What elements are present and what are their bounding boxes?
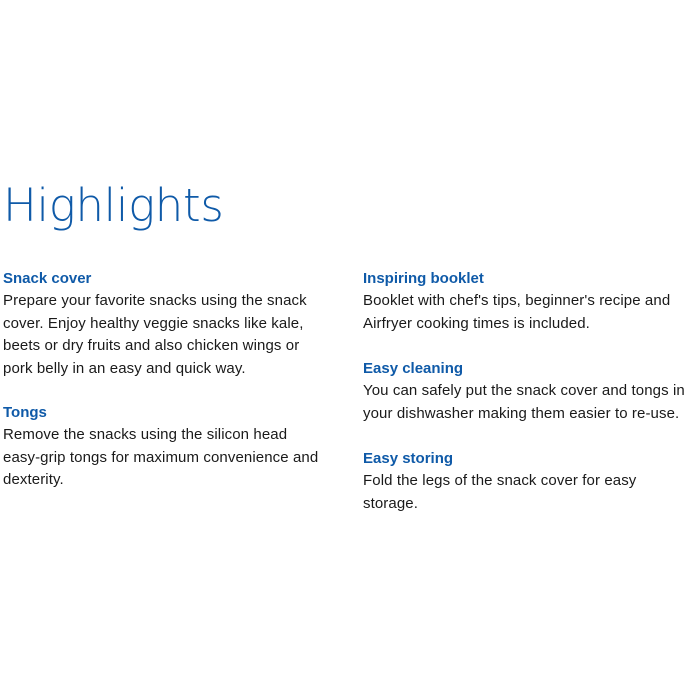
body-line: beets or dry fruits and also chicken wings or xyxy=(3,337,300,354)
section-heading: Easy cleaning xyxy=(363,360,464,377)
page-title: Highlights xyxy=(3,179,224,232)
body-line: Fold the legs of the snack cover for easy xyxy=(363,472,637,489)
section-body xyxy=(363,290,700,335)
section-easy-storing xyxy=(363,448,700,515)
body-line: storage. xyxy=(363,494,418,512)
section-body xyxy=(3,290,348,380)
section-inspiring-booklet xyxy=(363,268,700,335)
left-column xyxy=(3,268,348,492)
section-snack-cover xyxy=(3,268,348,380)
body-line: cover. Enjoy healthy veggie snacks like kale, xyxy=(3,314,304,332)
body-line: Remove the snacks using the silicon head xyxy=(3,426,288,443)
body-line: your dishwasher making them easier to re-use. xyxy=(363,404,680,422)
section-heading: Tongs xyxy=(3,404,47,421)
section-body xyxy=(363,380,700,425)
section-body xyxy=(363,470,700,515)
section-heading: Easy storing xyxy=(363,450,454,467)
body-line: Booklet with chef's tips, beginner's recipe and xyxy=(363,292,671,309)
body-line: dexterity. xyxy=(3,471,64,488)
section-heading: Snack cover xyxy=(3,270,92,287)
body-line: Airfryer cooking times is included. xyxy=(363,314,590,332)
right-column xyxy=(363,268,700,515)
section-heading: Inspiring booklet xyxy=(363,270,484,287)
body-line: You can safely put the snack cover and tongs in xyxy=(363,382,685,399)
body-line: Prepare your favorite snacks using the snack xyxy=(3,292,307,309)
section-tongs xyxy=(3,402,348,492)
body-line: easy-grip tongs for maximum convenience and xyxy=(3,448,319,466)
body-line: pork belly in an easy and quick way. xyxy=(3,359,246,377)
section-body xyxy=(3,424,348,492)
section-easy-cleaning xyxy=(363,358,700,425)
